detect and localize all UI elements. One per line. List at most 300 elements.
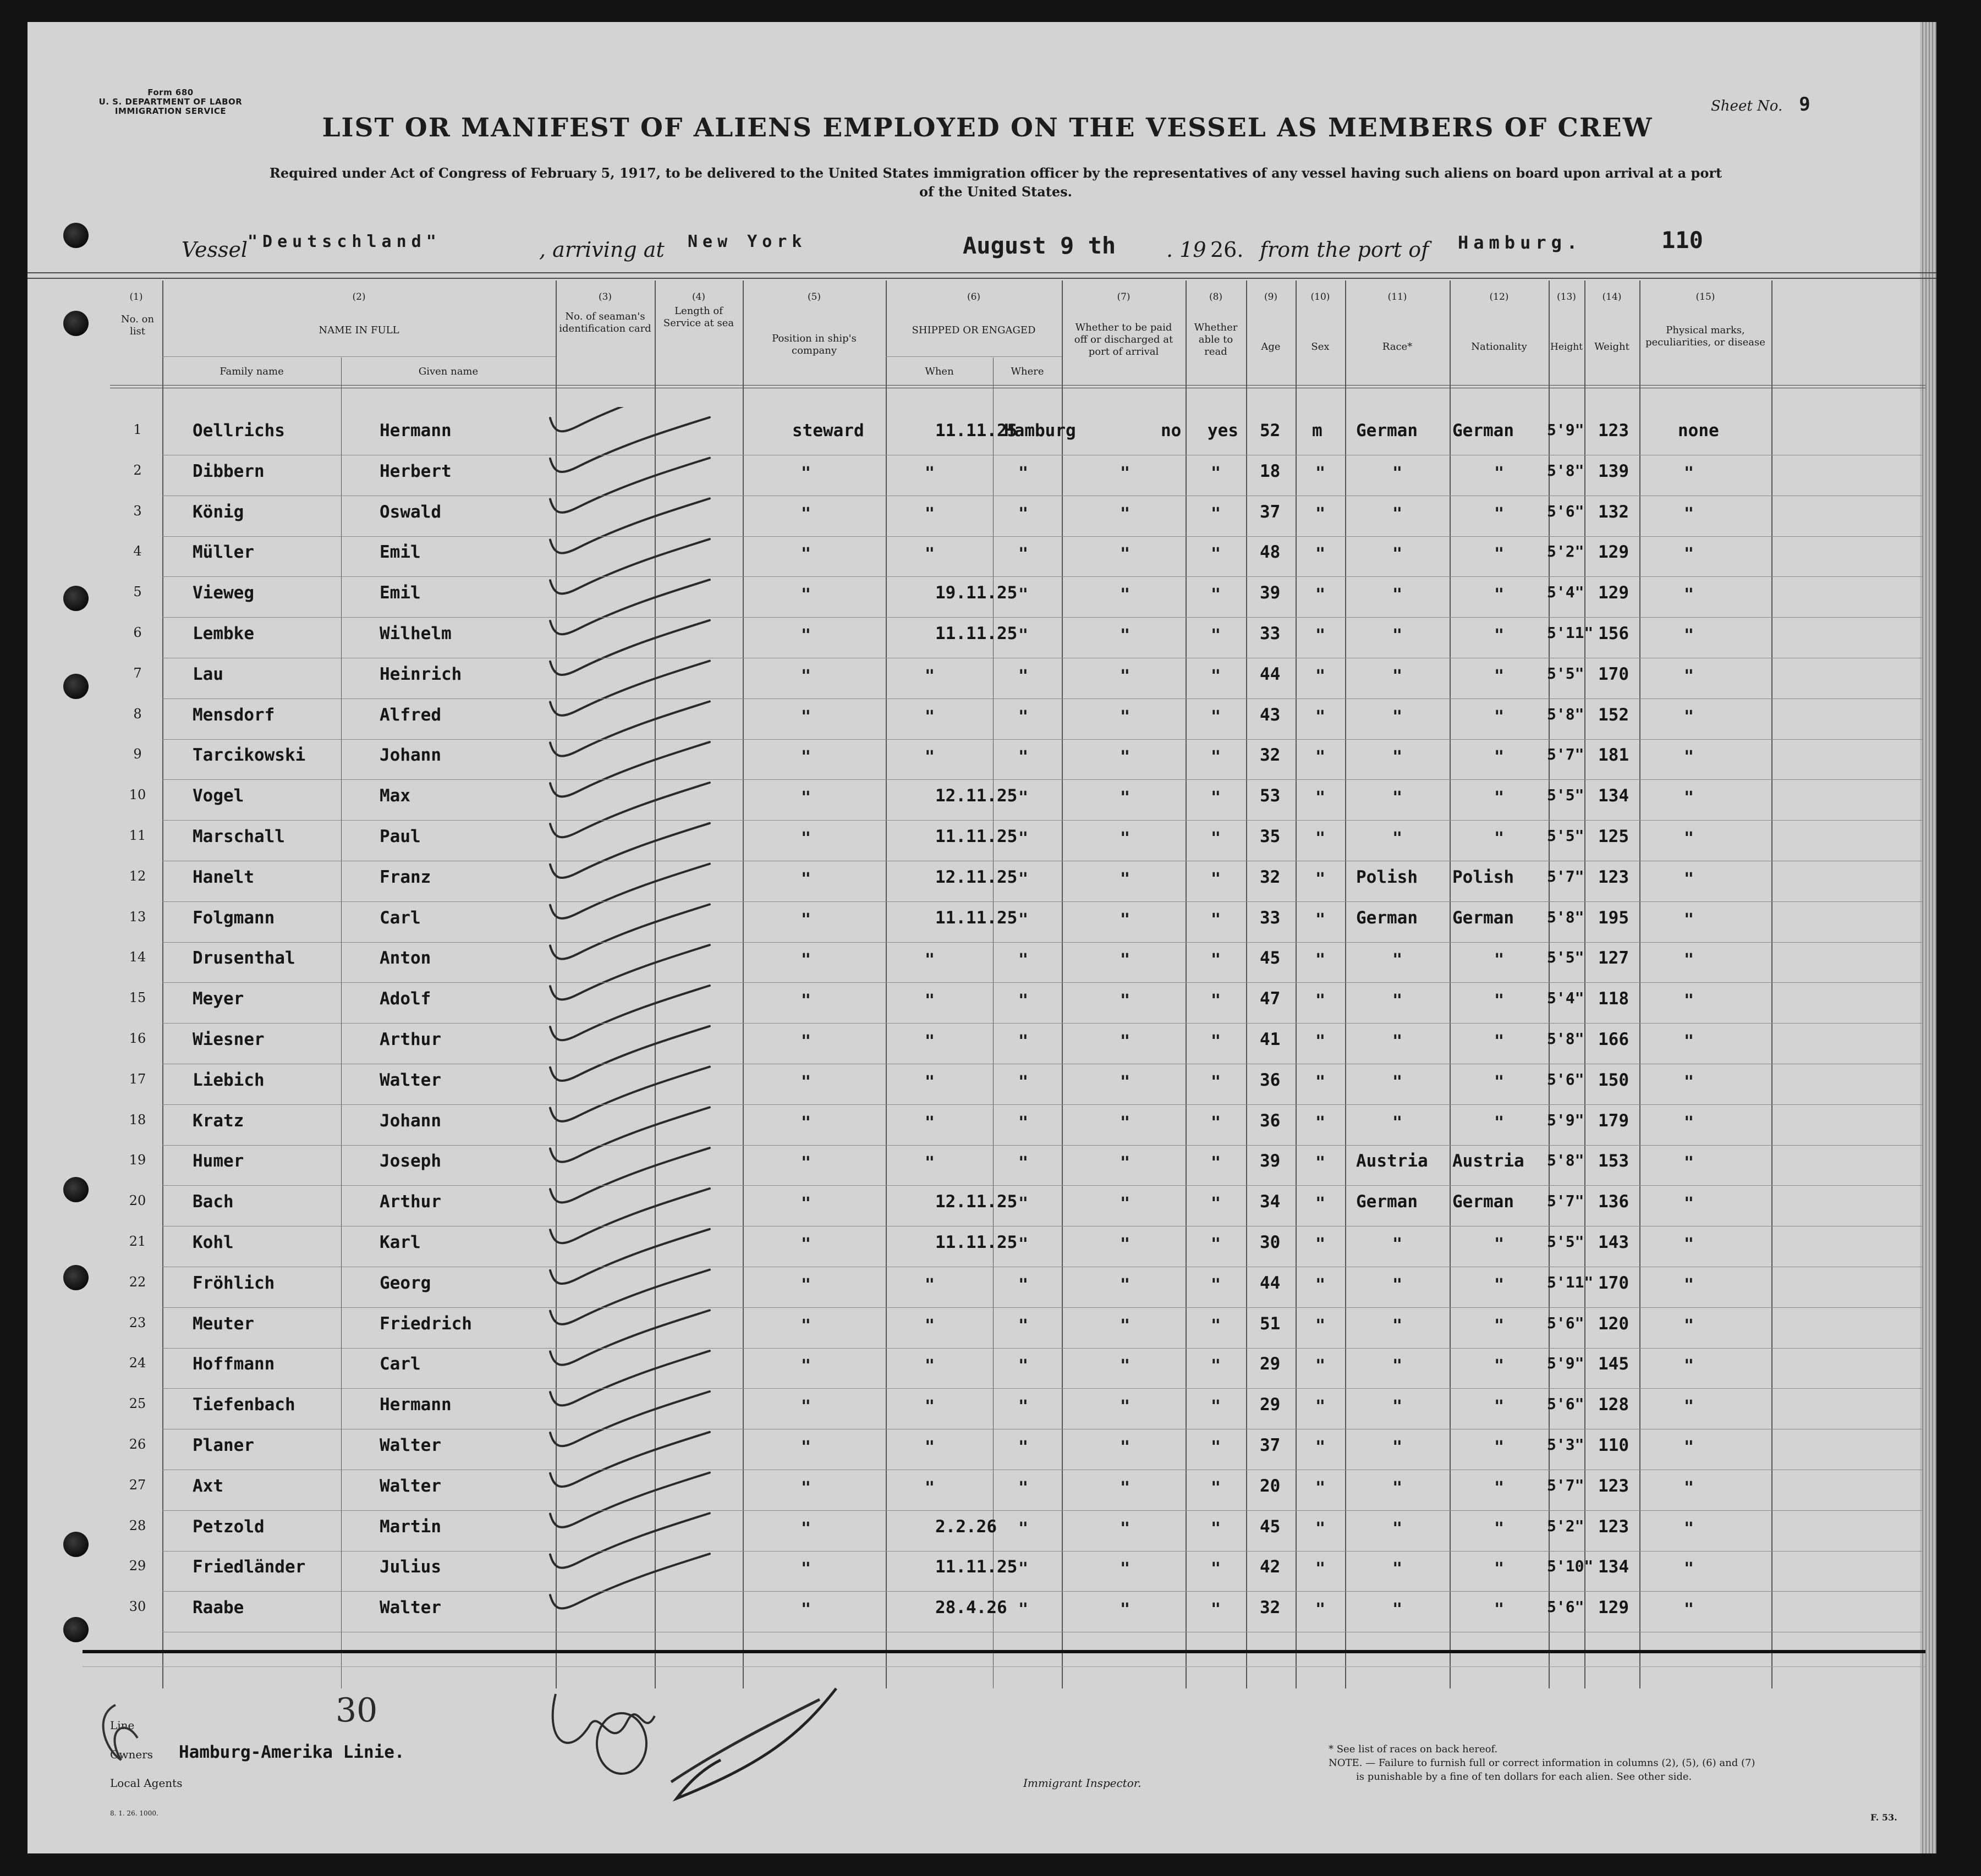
ditto-mark: " (1392, 1600, 1403, 1620)
ditto-mark: " (1392, 544, 1403, 564)
ditto-mark: " (1392, 666, 1403, 686)
given-name: Walter (380, 1598, 441, 1618)
height: 5'7" (1547, 867, 1584, 885)
col11-header: Race* (1382, 341, 1413, 353)
age: 33 (1260, 907, 1281, 928)
ditto-mark: " (1494, 1032, 1505, 1051)
ditto-mark: " (1494, 707, 1505, 727)
given-name: Martin (380, 1516, 441, 1537)
race: Austria (1356, 1151, 1428, 1171)
ditto-mark: " (1018, 1113, 1029, 1132)
ditto-mark: " (1315, 1032, 1326, 1051)
ditto-mark: " (1018, 1072, 1029, 1092)
ditto-mark: " (1210, 1275, 1221, 1295)
binder-hole (63, 674, 89, 699)
col9-number: (9) (1264, 291, 1278, 302)
col10-number: (10) (1310, 291, 1330, 302)
age: 45 (1260, 948, 1281, 969)
header-bottom-rule (110, 385, 1925, 386)
row-number: 8 (133, 706, 142, 722)
given-name: Georg (380, 1273, 431, 1293)
weight: 136 (1598, 1192, 1629, 1212)
shipped-when: 12.11.25 (935, 1192, 1018, 1212)
column-divider (886, 280, 887, 1688)
ditto-mark: " (1018, 869, 1029, 889)
ditto-mark: " (1315, 1559, 1326, 1579)
given-name: Julius (380, 1557, 441, 1577)
row-number: 16 (129, 1031, 146, 1046)
height: 5'2" (1547, 542, 1584, 561)
ditto-mark: " (1683, 991, 1694, 1011)
family-name: Lembke (193, 624, 254, 643)
given-name: Carl (380, 1354, 421, 1374)
col12-number: (12) (1489, 291, 1509, 302)
ditto-mark: " (1392, 829, 1403, 848)
family-name: Müller (193, 542, 254, 563)
given-name: Wilhelm (380, 624, 452, 643)
ditto-mark: " (1210, 991, 1221, 1011)
weight: 123 (1598, 1516, 1629, 1537)
family-name: Meyer (193, 989, 244, 1009)
weight: 129 (1598, 583, 1629, 603)
ditto-mark: " (800, 991, 811, 1011)
check-mark (550, 498, 710, 553)
race: German (1356, 1192, 1418, 1212)
ditto-mark: " (1018, 1235, 1029, 1254)
weight: 132 (1598, 502, 1629, 522)
ditto-mark: " (800, 1356, 811, 1376)
age: 53 (1260, 786, 1281, 806)
height: 5'9" (1547, 1354, 1584, 1373)
ditto-mark: " (1315, 1113, 1326, 1132)
ditto-mark: " (1210, 1438, 1221, 1457)
row-number: 22 (129, 1274, 146, 1290)
paid-off: no (1161, 421, 1182, 441)
ditto-mark: " (1018, 1032, 1029, 1051)
check-mark (550, 417, 710, 472)
ditto-mark: " (1120, 747, 1131, 767)
weight: 123 (1598, 867, 1629, 887)
check-mark (550, 1026, 710, 1081)
weight: 123 (1598, 1476, 1629, 1496)
owners-label: Owners (110, 1748, 153, 1761)
check-mark (550, 580, 710, 634)
ditto-mark: " (1494, 1072, 1505, 1092)
height: 5'4" (1547, 583, 1584, 602)
check-mark (550, 1432, 710, 1487)
ditto-mark: " (924, 991, 935, 1011)
row-rule (162, 576, 1923, 577)
row-number: 1 (133, 422, 142, 437)
age: 18 (1260, 461, 1281, 481)
ditto-mark: " (1315, 829, 1326, 848)
column-divider (1186, 280, 1187, 1688)
family-name: Tarcikowski (193, 745, 306, 766)
fine-note-line1: NOTE. — Failure to furnish full or correct information in columns (2), (5), (6) and (7) (1329, 1757, 1755, 1769)
ditto-mark: " (1120, 463, 1131, 483)
height: 5'6" (1547, 1313, 1584, 1332)
weight: 179 (1598, 1110, 1629, 1131)
given-name: Herbert (380, 461, 452, 481)
row-rule (162, 1023, 1923, 1024)
ditto-mark: " (1392, 991, 1403, 1011)
family-name: Meuter (193, 1313, 254, 1334)
shipped-when: 11.11.25 (935, 421, 1018, 441)
ditto-mark: " (1210, 1032, 1221, 1051)
family-name: Humer (193, 1151, 244, 1171)
binder-hole (63, 1177, 89, 1202)
ditto-mark: " (1494, 1559, 1505, 1579)
ditto-mark: " (800, 1275, 811, 1295)
family-name: Folgmann (193, 907, 275, 928)
check-mark (550, 823, 710, 878)
ditto-mark: " (800, 1519, 811, 1538)
family-name: Mensdorf (193, 705, 275, 725)
ditto-mark: " (1018, 1559, 1029, 1579)
ditto-mark: " (1315, 1478, 1326, 1498)
ditto-mark: " (1315, 1356, 1326, 1376)
service-name: IMMIGRATION SERVICE (114, 106, 227, 116)
ditto-mark: " (800, 544, 811, 564)
ditto-mark: " (1683, 1194, 1694, 1214)
departure-port: Hamburg. (1458, 232, 1583, 253)
row-rule (162, 1388, 1923, 1389)
ditto-mark: " (1315, 950, 1326, 970)
ditto-mark: " (1210, 504, 1221, 524)
voyage-rule (28, 278, 1936, 279)
ditto-mark: " (1120, 626, 1131, 645)
ditto-mark: " (1494, 1316, 1505, 1335)
col6-header: SHIPPED OR ENGAGED (912, 324, 1036, 336)
ditto-mark: " (924, 504, 935, 524)
ditto-mark: " (1315, 504, 1326, 524)
row-rule (162, 739, 1923, 740)
ditto-mark: " (1120, 1519, 1131, 1538)
ditto-mark: " (1315, 910, 1326, 929)
ditto-mark: " (1120, 1153, 1131, 1173)
manifest-sheet (28, 22, 1936, 1853)
ditto-mark: " (1018, 1275, 1029, 1295)
given-name: Adolf (380, 989, 431, 1009)
height: 5'4" (1547, 989, 1584, 1008)
ditto-mark: " (1018, 910, 1029, 929)
given-name: Anton (380, 948, 431, 969)
ditto-mark: " (1120, 1072, 1131, 1092)
check-mark (550, 1473, 710, 1527)
ditto-mark: " (1018, 626, 1029, 645)
height: 5'6" (1547, 1598, 1584, 1616)
row-number: 15 (129, 990, 146, 1006)
check-mark (550, 742, 710, 796)
able-to-read: yes (1208, 421, 1238, 441)
family-name: Oellrichs (193, 421, 285, 441)
ditto-mark: " (1315, 1275, 1326, 1295)
col1-header: No. on list (120, 313, 155, 337)
check-mark (550, 1107, 710, 1162)
ditto-mark: " (924, 1397, 935, 1417)
given-name: Paul (380, 827, 421, 846)
check-mark (550, 864, 710, 918)
ditto-mark: " (1018, 829, 1029, 848)
height: 5'11" (1547, 1273, 1594, 1291)
ditto-mark: " (1120, 1438, 1131, 1457)
ditto-mark: " (1494, 1438, 1505, 1457)
height: 5'11" (1547, 624, 1594, 642)
col6-number: (6) (967, 291, 981, 302)
ditto-mark: " (1018, 991, 1029, 1011)
weight: 152 (1598, 705, 1629, 725)
col1-number: (1) (129, 291, 143, 302)
table-end-rule-thin (83, 1666, 1925, 1667)
row-number: 9 (133, 746, 142, 762)
ditto-mark: " (1120, 869, 1131, 889)
row-number: 25 (129, 1396, 146, 1412)
ditto-mark: " (1210, 1397, 1221, 1417)
ditto-mark: " (1315, 544, 1326, 564)
ditto-mark: " (800, 626, 811, 645)
ditto-mark: " (1392, 1519, 1403, 1538)
check-mark (550, 986, 710, 1040)
given-name: Alfred (380, 705, 441, 725)
column-divider (1296, 280, 1297, 1688)
vessel-label: Vessel (182, 238, 248, 262)
nationality: German (1452, 1192, 1514, 1212)
voyage-line (28, 227, 1936, 269)
ditto-mark: " (1683, 544, 1694, 564)
ditto-mark: " (1120, 1113, 1131, 1132)
weight: 153 (1598, 1151, 1629, 1171)
ditto-mark: " (1494, 626, 1505, 645)
weight: 166 (1598, 1030, 1629, 1049)
ditto-mark: " (1018, 463, 1029, 483)
weight: 134 (1598, 1557, 1629, 1577)
check-mark (550, 701, 710, 756)
ditto-mark: " (1392, 463, 1403, 483)
arrival-port: New York (688, 232, 807, 251)
shipped-when: 11.11.25 (935, 907, 1018, 928)
ditto-mark: " (1018, 666, 1029, 686)
ditto-mark: " (1210, 463, 1221, 483)
ditto-mark: " (800, 463, 811, 483)
age: 29 (1260, 1354, 1281, 1374)
given-name: Johann (380, 1110, 441, 1131)
column-divider (1584, 280, 1585, 1688)
shipped-when: 12.11.25 (935, 786, 1018, 806)
col7-number: (7) (1117, 291, 1131, 302)
arriving-label: , arriving at (539, 238, 665, 262)
binder-hole (63, 1265, 89, 1290)
ditto-mark: " (924, 1275, 935, 1295)
col14-header: Weight (1594, 341, 1629, 353)
height: 5'8" (1547, 461, 1584, 480)
ditto-mark: " (1018, 1397, 1029, 1417)
age: 20 (1260, 1476, 1281, 1496)
ditto-mark: " (1210, 950, 1221, 970)
row-number: 14 (129, 949, 146, 965)
ditto-mark: " (800, 829, 811, 848)
ditto-mark: " (1210, 747, 1221, 767)
ditto-mark: " (800, 1438, 811, 1457)
ditto-mark: " (800, 788, 811, 808)
where-header: Where (1011, 366, 1044, 377)
ditto-mark: " (1683, 1478, 1694, 1498)
ditto-mark: " (1683, 869, 1694, 889)
ditto-mark: " (1120, 1194, 1131, 1214)
ditto-mark: " (1120, 1032, 1131, 1051)
ditto-mark: " (1120, 666, 1131, 686)
ditto-mark: " (1210, 1113, 1221, 1132)
ditto-mark: " (1210, 1235, 1221, 1254)
ditto-mark: " (1683, 1113, 1694, 1132)
age: 48 (1260, 542, 1281, 563)
height: 5'6" (1547, 502, 1584, 520)
height: 5'5" (1547, 786, 1584, 805)
check-mark (550, 1270, 710, 1324)
sheet-number (1711, 93, 1810, 115)
row-rule (162, 982, 1923, 983)
column-divider (1450, 280, 1451, 1688)
ditto-mark: " (1683, 950, 1694, 970)
weight: 145 (1598, 1354, 1629, 1374)
row-rule (162, 1348, 1923, 1349)
shipped-where: Hamburg (1004, 421, 1076, 441)
family-name: Fröhlich (193, 1273, 275, 1293)
ditto-mark: " (1210, 910, 1221, 929)
age: 42 (1260, 1557, 1281, 1577)
age: 45 (1260, 1516, 1281, 1537)
ditto-mark: " (1120, 1235, 1131, 1254)
ditto-mark: " (1018, 585, 1029, 605)
ditto-mark: " (1392, 626, 1403, 645)
department-name: U. S. DEPARTMENT OF LABOR (98, 97, 243, 107)
ditto-mark: " (1120, 950, 1131, 970)
ditto-mark: " (800, 1153, 811, 1173)
row-number: 26 (129, 1437, 146, 1452)
ditto-mark: " (1683, 1600, 1694, 1620)
check-mark (550, 904, 710, 959)
ditto-mark: " (924, 1356, 935, 1376)
ditto-mark: " (1120, 585, 1131, 605)
ditto-mark: " (1120, 1356, 1131, 1376)
ditto-mark: " (800, 1397, 811, 1417)
ditto-mark: " (1392, 1235, 1403, 1254)
height: 5'10" (1547, 1557, 1594, 1576)
family-name: Friedländer (193, 1557, 306, 1577)
row-rule (162, 1145, 1923, 1146)
ditto-mark: " (1315, 1072, 1326, 1092)
ditto-mark: " (1494, 991, 1505, 1011)
weight: 181 (1598, 745, 1629, 766)
weight: 128 (1598, 1395, 1629, 1415)
ditto-mark: " (1392, 1316, 1403, 1335)
races-note: * See list of races on back hereof. (1329, 1743, 1498, 1755)
weight: 150 (1598, 1070, 1629, 1090)
height: 5'7" (1547, 1192, 1584, 1211)
ditto-mark: " (800, 950, 811, 970)
ditto-mark: " (1494, 1275, 1505, 1295)
family-name: Raabe (193, 1598, 244, 1618)
col13-number: (13) (1557, 291, 1576, 302)
weight: 127 (1598, 948, 1629, 969)
given-name: Friedrich (380, 1313, 472, 1334)
ditto-mark: " (1315, 991, 1326, 1011)
row-number: 17 (129, 1071, 146, 1087)
ditto-mark: " (1315, 626, 1326, 645)
col4-header: Length of Service at sea (663, 305, 734, 329)
shipped-when: 19.11.25 (935, 583, 1018, 603)
row-number: 2 (133, 462, 142, 478)
ditto-mark: " (1315, 463, 1326, 483)
shipped-when: 11.11.25 (935, 1233, 1018, 1252)
weight: 125 (1598, 827, 1629, 846)
row-rule (162, 1307, 1923, 1308)
col3-header: No. of seaman's identification card (559, 311, 651, 334)
height: 5'5" (1547, 827, 1584, 845)
ditto-mark: " (924, 544, 935, 564)
ditto-mark: " (924, 1153, 935, 1173)
ditto-mark: " (1683, 1519, 1694, 1538)
given-name: Johann (380, 745, 441, 766)
ditto-mark: " (924, 1113, 935, 1132)
table-end-rule (83, 1650, 1925, 1653)
ditto-mark: " (1210, 1194, 1221, 1214)
row-rule (162, 1510, 1923, 1511)
check-mark (550, 1351, 710, 1405)
ditto-mark: " (1120, 1316, 1131, 1335)
ditto-mark: " (800, 585, 811, 605)
age: 47 (1260, 989, 1281, 1009)
ditto-mark: " (1494, 544, 1505, 564)
row-number: 3 (133, 503, 142, 519)
age: 43 (1260, 705, 1281, 725)
form-identifier (66, 88, 275, 116)
ditto-mark: " (1315, 1397, 1326, 1417)
row-rule (162, 1591, 1923, 1592)
inspector-label: Immigrant Inspector. (1023, 1776, 1142, 1790)
row-rule (162, 1185, 1923, 1186)
weight: 134 (1598, 786, 1629, 806)
family-name-header: Family name (219, 366, 284, 377)
check-mark (550, 945, 710, 999)
ditto-mark: " (1392, 1356, 1403, 1376)
ditto-mark: " (1210, 829, 1221, 848)
family-name: Marschall (193, 827, 285, 846)
ditto-mark: " (1392, 1072, 1403, 1092)
given-name: Arthur (380, 1030, 441, 1049)
ditto-mark: " (800, 666, 811, 686)
ditto-mark: " (924, 1438, 935, 1457)
ditto-mark: " (800, 747, 811, 767)
given-name: Franz (380, 867, 431, 887)
handwritten-marks (72, 1672, 842, 1815)
ditto-mark: " (1210, 544, 1221, 564)
ditto-mark: " (1210, 626, 1221, 645)
ditto-mark: " (800, 1032, 811, 1051)
ditto-mark: " (1120, 1478, 1131, 1498)
ditto-mark: " (1018, 1600, 1029, 1620)
family-name: Kratz (193, 1110, 244, 1131)
weight: 156 (1598, 624, 1629, 643)
check-mark (550, 1513, 710, 1567)
check-mark (550, 1310, 710, 1365)
ditto-mark: " (1392, 504, 1403, 524)
line-label: Line (110, 1719, 135, 1732)
height: 5'6" (1547, 1395, 1584, 1413)
ditto-mark: " (1392, 747, 1403, 767)
race: German (1356, 907, 1418, 928)
ditto-mark: " (1494, 1235, 1505, 1254)
ditto-mark: " (1392, 1032, 1403, 1051)
